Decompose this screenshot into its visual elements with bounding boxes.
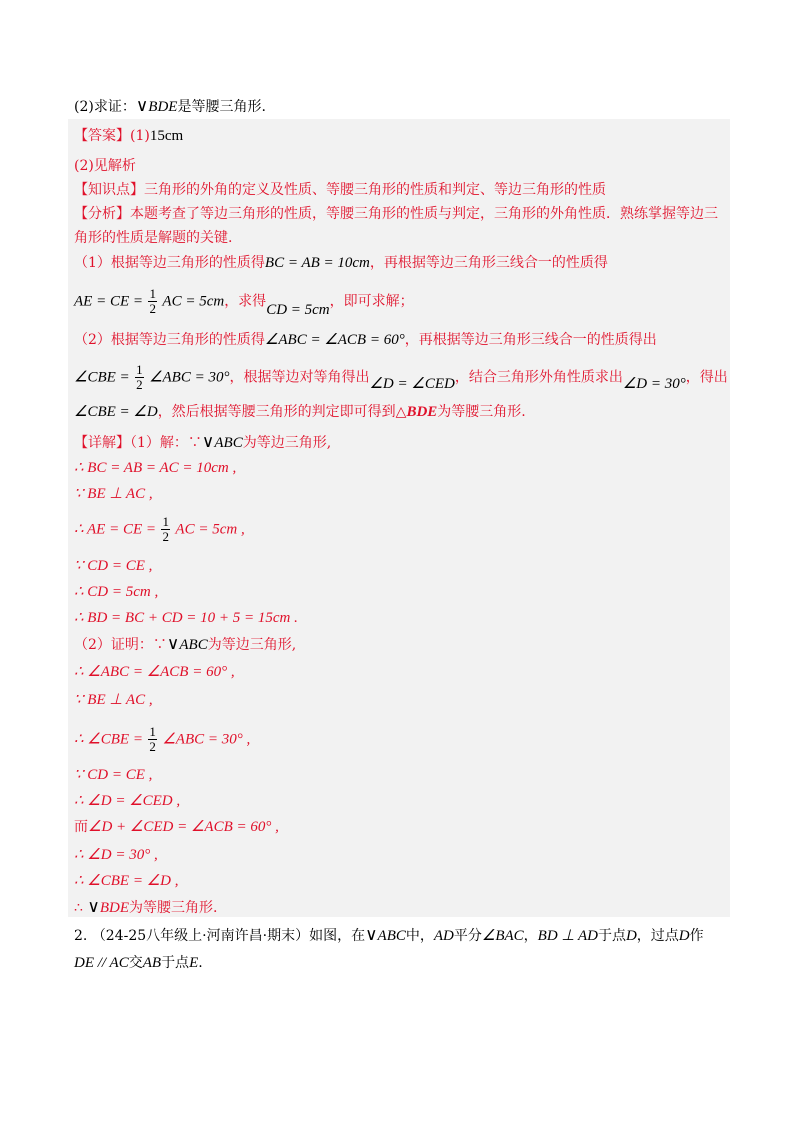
fraction-den: 2 bbox=[149, 739, 156, 754]
detail-equilateral-text: 为等边三角形, bbox=[207, 637, 297, 653]
detail-line15-therefore: ∴ bbox=[74, 900, 83, 916]
analysis-step3-math: ∠ABC = ∠ACB = 60° bbox=[264, 332, 405, 348]
question-number: 2. bbox=[74, 928, 88, 944]
analysis-step4-text-b: ，结合三角形外角性质求出 bbox=[454, 369, 623, 386]
detail-line-1: ∴ BC = AB = AC = 10cm , bbox=[74, 460, 237, 476]
analysis-step2-math2: CD = 5cm bbox=[266, 301, 330, 318]
detail-line15-bde: BDE bbox=[99, 900, 129, 916]
analysis-step5-text-a: ，然后根据等腰三角形的判定即可得到△ bbox=[157, 404, 407, 420]
triangle-symbol: ∨ bbox=[365, 925, 378, 944]
detail-line-10: ∵ CD = CE , bbox=[74, 767, 153, 783]
analysis-step2 bbox=[74, 287, 414, 316]
q2-math: BD ⊥ AD bbox=[537, 928, 598, 944]
analysis-step4 bbox=[74, 363, 728, 392]
detail-line-13: ∴ ∠D = 30° , bbox=[74, 847, 158, 863]
analysis-step1 bbox=[74, 253, 608, 273]
analysis-step5-text-b: 为等腰三角形. bbox=[437, 404, 526, 420]
analysis-step4-text-c: ，得出 bbox=[685, 369, 728, 386]
triangle-label: ABC bbox=[377, 928, 406, 944]
analysis-text-1: 本题考查了等边三角形的性质，等腰三角形的性质与判定，三角形的外角性质．熟练掌握等边三 bbox=[130, 206, 718, 222]
detail-line-7: ∴ ∠ABC = ∠ACB = 60° , bbox=[74, 664, 235, 680]
detail-line-5: ∴ CD = 5cm , bbox=[74, 584, 159, 600]
q2-text: . bbox=[198, 955, 203, 971]
detail-line-3 bbox=[74, 515, 245, 544]
detail-line-2: ∵ BE ⊥ AC , bbox=[74, 486, 153, 502]
prompt-prefix: (2)求证： bbox=[74, 99, 136, 115]
analysis-step1-text-a: （1）根据等边三角形的性质得 bbox=[74, 255, 265, 271]
detail-part1-head: （1）解：∵ bbox=[130, 435, 202, 451]
fraction-den: 2 bbox=[162, 529, 169, 544]
question-part2-prompt bbox=[74, 96, 266, 117]
q2-text: 作 bbox=[689, 928, 704, 944]
answer-part2: (2)见解析 bbox=[74, 158, 136, 174]
analysis-line-1 bbox=[74, 204, 718, 224]
q2-text: 于点 bbox=[597, 928, 626, 944]
fraction-one-half bbox=[135, 363, 144, 392]
triangle-label: ABC bbox=[179, 637, 208, 653]
knowledge-line bbox=[74, 180, 606, 200]
analysis-tag: 【分析】 bbox=[74, 206, 130, 222]
detail-line9-left: ∴ ∠CBE = bbox=[74, 731, 143, 748]
answer-tag: 【答案】 bbox=[74, 128, 130, 144]
q2-text: 平分 bbox=[453, 928, 482, 944]
detail-line-8: ∵ BE ⊥ AC , bbox=[74, 692, 153, 708]
analysis-step3 bbox=[74, 330, 657, 350]
analysis-step3-text-b: ，再根据等边三角形三线合一的性质得出 bbox=[404, 332, 657, 348]
detail-line-4: ∵ CD = CE , bbox=[74, 558, 153, 574]
analysis-step3-text-a: （2）根据等边三角形的性质得 bbox=[74, 332, 265, 348]
analysis-step2-text-b: ，即可求解； bbox=[329, 293, 414, 310]
fraction-den: 2 bbox=[136, 377, 143, 392]
analysis-step2-text-a: ，求得 bbox=[224, 293, 267, 310]
q2-text: ，过点 bbox=[636, 928, 679, 944]
detail-part1-header bbox=[74, 432, 331, 453]
question-2-line-2 bbox=[74, 953, 203, 973]
analysis-step4-math3: ∠D = 30° bbox=[622, 375, 686, 392]
triangle-symbol: ∨ bbox=[201, 432, 215, 451]
detail-line12-er: 而 bbox=[74, 819, 88, 835]
analysis-step1-text-b: ，再根据等边三角形三线合一的性质得 bbox=[369, 255, 608, 271]
detail-line-12 bbox=[74, 817, 279, 837]
detail-line12-math: ∠D + ∠CED = ∠ACB = 60° , bbox=[88, 819, 279, 835]
detail-line15-text: 为等腰三角形. bbox=[129, 900, 218, 916]
q2-math: AB bbox=[142, 955, 162, 971]
analysis-step2-math-right: AC = 5cm bbox=[162, 293, 225, 310]
detail-line3-left: ∴ AE = CE = bbox=[74, 521, 157, 538]
q2-math: DE // AC bbox=[74, 955, 129, 971]
detail-equilateral-text: 为等边三角形, bbox=[242, 435, 332, 451]
fraction-num: 1 bbox=[149, 286, 156, 301]
q2-math: E bbox=[189, 955, 199, 971]
detail-tag: 【详解】 bbox=[74, 435, 130, 451]
analysis-step2-math-left: AE = CE = bbox=[74, 293, 143, 310]
q2-math: D bbox=[625, 928, 637, 944]
fraction-num: 1 bbox=[162, 514, 169, 529]
q2-math: AD bbox=[433, 928, 454, 944]
fraction-one-half bbox=[148, 287, 157, 316]
q2-math: D bbox=[678, 928, 690, 944]
fraction-one-half bbox=[148, 725, 157, 754]
analysis-step4-text-a: ，根据等边对等角得出 bbox=[229, 369, 370, 386]
knowledge-tag: 【知识点】 bbox=[74, 182, 144, 198]
analysis-step4-math-right: ∠ABC = 30° bbox=[149, 369, 230, 386]
triangle-label: ABC bbox=[214, 435, 243, 451]
analysis-line-2: 角形的性质是解题的关键. bbox=[74, 230, 233, 246]
answer-line bbox=[74, 126, 183, 146]
analysis-step4-math2: ∠D = ∠CED bbox=[369, 375, 455, 392]
detail-line-15 bbox=[74, 897, 217, 918]
fraction-num: 1 bbox=[149, 724, 156, 739]
q2-text: 于点 bbox=[161, 955, 190, 971]
prompt-suffix: 是等腰三角形. bbox=[177, 99, 266, 115]
q2-text: 交 bbox=[128, 955, 143, 971]
analysis-step1-math: BC = AB = 10cm bbox=[264, 255, 370, 271]
analysis-step4-math-left: ∠CBE = bbox=[74, 369, 130, 386]
q2-math: ∠BAC bbox=[481, 928, 524, 944]
fraction-num: 1 bbox=[136, 362, 143, 377]
analysis-step5 bbox=[74, 402, 526, 422]
q2-text: ， bbox=[523, 928, 538, 944]
detail-line-9 bbox=[74, 725, 250, 754]
detail-line9-right: ∠ABC = 30° , bbox=[162, 731, 251, 748]
analysis-step5-bde: BDE bbox=[406, 404, 438, 420]
detail-line-11: ∴ ∠D = ∠CED , bbox=[74, 793, 181, 809]
knowledge-text: 三角形的外角的定义及性质、等腰三角形的性质和判定、等边三角形的性质 bbox=[144, 182, 606, 198]
analysis-step5-math: ∠CBE = ∠D bbox=[74, 404, 158, 420]
detail-part2-header bbox=[74, 634, 296, 655]
triangle-symbol: ∨ bbox=[166, 634, 180, 653]
detail-line-6: ∴ BD = BC + CD = 10 + 5 = 15cm . bbox=[74, 610, 298, 626]
triangle-label: BDE bbox=[148, 99, 178, 115]
fraction-den: 2 bbox=[149, 301, 156, 316]
fraction-one-half bbox=[161, 515, 170, 544]
detail-line-14: ∴ ∠CBE = ∠D , bbox=[74, 873, 179, 889]
answer-part1-value: 15cm bbox=[149, 128, 184, 144]
triangle-symbol: ∨ bbox=[87, 897, 100, 916]
question-source: （24-25八年级上·河南许昌·期末）如图，在 bbox=[91, 928, 366, 944]
detail-part2-head: （2）证明：∵ bbox=[74, 637, 167, 653]
answer-part1-label: (1) bbox=[130, 128, 150, 144]
q2-text: 中， bbox=[405, 928, 434, 944]
question-2-line-1 bbox=[74, 925, 704, 946]
triangle-symbol: ∨ bbox=[135, 96, 149, 115]
detail-line3-right: AC = 5cm , bbox=[175, 521, 245, 538]
